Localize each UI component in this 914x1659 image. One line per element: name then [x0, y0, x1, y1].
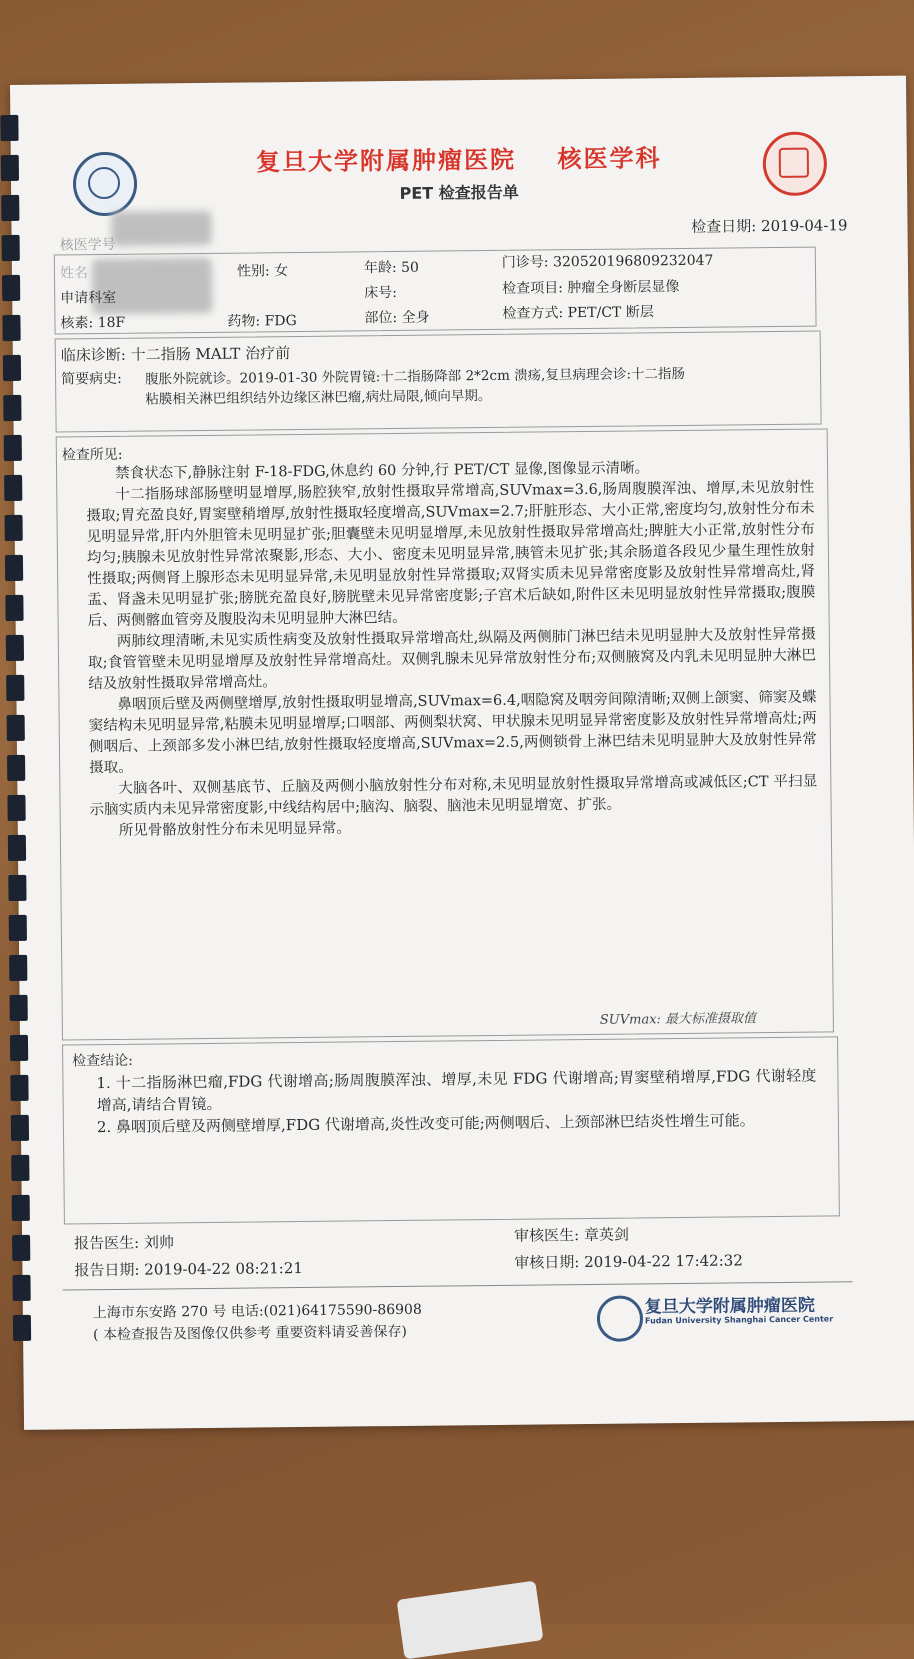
redacted-id [111, 211, 211, 246]
findings-p3: 两肺纹理清晰,未见实质性病变及放射性摄取异常增高灶,纵隔及两侧肺门淋巴结未见明显肿大及放射性异常摄取;食管管壁未见明显增厚及放射性异常增高灶。双侧乳腺未见异常放射性分布;双侧腋窝及内乳未见明显肿大淋巴结及放射性摄取异常增高灶。 [87, 626, 817, 693]
exam-date: 检查日期: 2019-04-19 [691, 216, 848, 236]
findings-p4: 鼻咽顶后壁及两侧壁增厚,放射性摄取明显增高,SUVmax=6.4,咽隐窝及咽旁间隙清晰;双侧上颌窦、筛窦及蝶窦结构未见明显异常,粘膜未见明显增厚;口咽部、两侧梨状窝、甲状腺未见明显异常密度影及放射性异常增高灶;两侧咽后、上颈部多发小淋巴结,放射性摄取轻度增高,SUVmax=2.5,两侧锁骨上淋巴结未见明显肿大及放射性异常摄取。 [88, 689, 817, 777]
footer-hospital-name-en: Fudan University Shanghai Cancer Center [644, 1314, 834, 1326]
drug-field: 药物: FDG [227, 313, 297, 330]
footer-divider [63, 1281, 853, 1290]
footer-disclaimer: ( 本检查报告及图像仅供参考 重要资料请妥善保存) [93, 1323, 407, 1344]
report-title: PET 检查报告单 [399, 182, 519, 203]
conclusion-text [96, 1065, 817, 1139]
conclusion-2: 2. 鼻咽顶后壁及两侧壁增厚,FDG 代谢增高,炎性改变可能;两侧咽后、上颈部淋巴结炎性增生可能。 [96, 1111, 755, 1137]
history-line-1: 腹胀外院就诊。2019-01-30 外院胃镜:十二指肠降部 2*2cm 溃疡,复旦病理会诊:十二指肠 [145, 365, 686, 388]
findings-p6: 所见骨骼放射性分布未见明显异常。 [118, 820, 351, 839]
site-field: 部位: 全身 [364, 309, 430, 327]
name-label: 姓名 [59, 265, 89, 282]
footer-hospital-name: 复旦大学附属肿瘤医院 [644, 1295, 815, 1318]
report-paper [10, 76, 914, 1430]
findings-p1: 禁食状态下,静脉注射 F-18-FDG,休息约 60 分钟,行 PET/CT 显像,图像显示清晰。 [114, 460, 650, 482]
conclusion-label: 检查结论: [72, 1052, 134, 1070]
findings-p5: 大脑各叶、双侧基底节、丘脑及两侧小脑放射性分布对称,未见明显放射性摄取异常增高或减低区;CT 平扫显示脑实质内未见异常密度影,中线结构居中;脑沟、脑裂、脑池未见明显增宽、扩张。 [89, 773, 818, 819]
footer-address: 上海市东安路 270 号 电话:(021)64175590-86908 [92, 1301, 422, 1322]
clinic-no-field: 门诊号: 320520196809232047 [501, 252, 714, 271]
department-name: 核医学科 [557, 144, 662, 174]
report-date: 报告日期: 2019-04-22 08:21:21 [74, 1258, 303, 1280]
findings-p2: 十二指肠球部肠壁明显增厚,肠腔狭窄,放射性摄取异常增高,SUVmax=3.6,肠周腹膜浑浊、增厚,未见放射性摄取;胃充盈良好,胃窦壁稍增厚,放射性摄取轻度增高,SUVmax=2.7;肝脏形态、大小正常,密度均匀,放射性分布未见明显异常,肝内外胆管未见明显扩张;胆囊壁未见明显增厚,未见放射性摄取异常增高灶;脾脏大小正常,放射性分布均匀;胰腺未见放射性异常浓聚影,形态、大小、密度未见明显异常,胰管未见扩张;其余肠道各段见少量生理性放射性摄取;两侧肾上腺形态未见明显异常,未见明显放射性异常摄取;双肾实质未见异常密度影及放射性异常增高灶,肾盂、肾盏未见明显扩张;膀胱充盈良好,膀胱壁未见异常密度影;子宫术后缺如,附件区未见明显放射性异常摄取;腹膜后、两侧髂血管旁及腹股沟未见明显肿大淋巴结。 [86, 479, 816, 630]
conclusion-1: 1. 十二指肠淋巴瘤,FDG 代谢增高;肠周腹膜浑浊、增厚,未见 FDG 代谢增高;胃窦壁稍增厚,FDG 代谢轻度增高,请结合胃镜。 [96, 1066, 817, 1115]
hospital-name: 复旦大学附属肿瘤医院 [255, 145, 517, 177]
report-doctor: 报告医生: 刘帅 [74, 1233, 175, 1253]
review-date: 审核日期: 2019-04-22 17:42:32 [514, 1251, 743, 1272]
binder-holes [0, 115, 38, 1405]
findings-label: 检查所见: [61, 446, 123, 464]
dept-label: 申请科室 [60, 289, 117, 307]
card-corner [397, 1581, 544, 1659]
diagnosis-field: 临床诊断: 十二指肠 MALT 治疗前 [60, 344, 291, 365]
findings-text [86, 457, 818, 843]
nuclide-field: 核素: 18F [60, 314, 126, 332]
gender-field: 性别: 女 [236, 263, 289, 280]
review-doctor: 审核医生: 章英剑 [513, 1225, 630, 1245]
exam-item-field: 检查项目: 肿瘤全身断层显像 [502, 279, 680, 297]
suvmax-note: SUVmax: 最大标准摄取值 [599, 1011, 757, 1028]
footer-hospital-logo-icon [597, 1295, 643, 1341]
method-field: 检查方式: PET/CT 断层 [502, 304, 654, 322]
bed-field: 床号: [364, 284, 398, 302]
history-line-2: 粘膜相关淋巴组织结外边缘区淋巴瘤,病灶局限,倾向早期。 [145, 387, 492, 408]
age-field: 年龄: 50 [363, 259, 420, 277]
id-label: 核医学号 [59, 236, 116, 254]
history-label: 简要病史: [61, 370, 122, 388]
